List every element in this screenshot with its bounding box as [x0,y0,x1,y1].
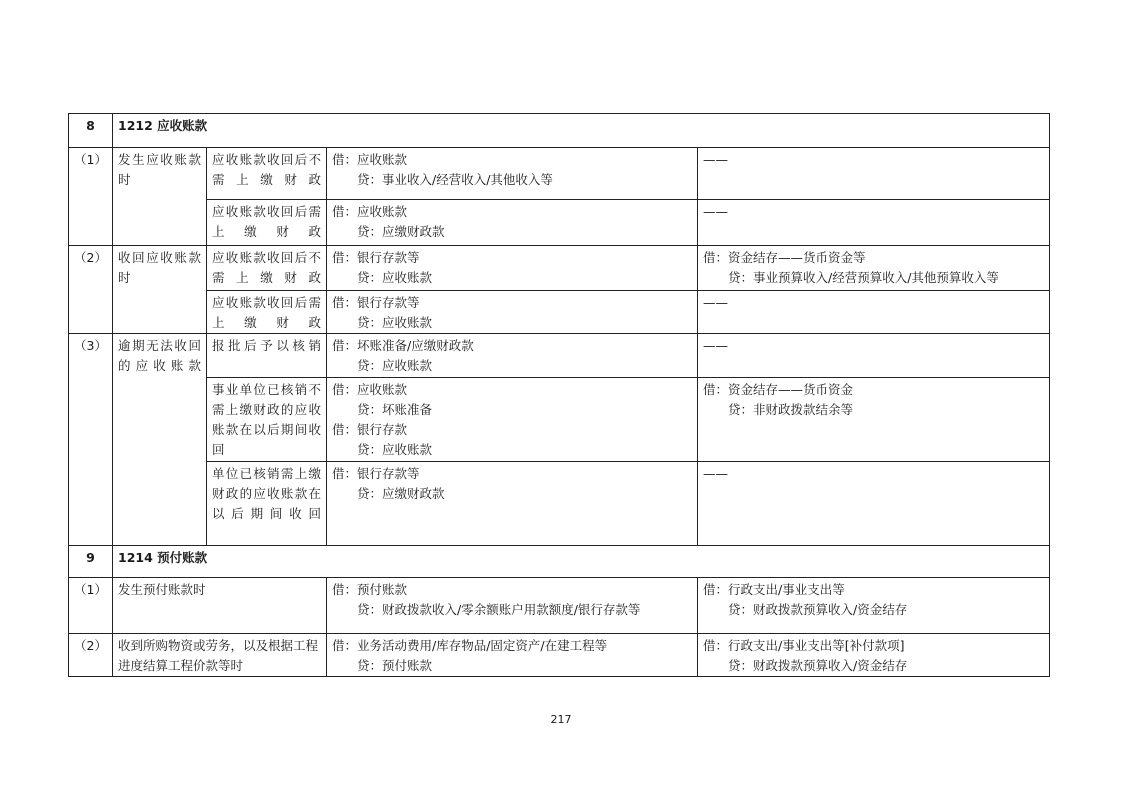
table-row [69,634,1050,677]
table-row [69,334,1050,378]
case-description: 单位已核销需上缴财政的应收账款在以后期间收回 [207,462,327,546]
financial-accounting-entry: 借：银行存款等 贷：应缴财政款 [327,462,698,546]
budget-accounting-entry: —— [698,334,1050,378]
section-header-row [69,546,1050,578]
section-title: 1214 预付账款 [113,546,1050,578]
case-description: 事业单位已核销不需上缴财政的应收账款在以后期间收回 [207,378,327,462]
budget-accounting-entry: 借：资金结存——货币资金 贷：非财政拨款结余等 [698,378,1050,462]
table-row [69,378,1050,462]
financial-accounting-entry: 借：应收账款 贷：坏账准备 借：银行存款 贷：应收账款 [327,378,698,462]
table-row [69,246,1050,291]
table-row [69,148,1050,200]
event-cell: 收到所购物资或劳务，以及根据工程进度结算工程价款等时 [113,634,327,677]
item-number: （1） [69,578,113,634]
financial-accounting-entry: 借：应收账款 贷：事业收入/经营收入/其他收入等 [327,148,698,200]
accounting-entries-table [68,113,1050,677]
table-row [69,200,1050,246]
case-description: 应收账款收回后需上缴财政 [207,291,327,334]
item-number: （3） [69,334,113,546]
case-description: 应收账款收回后不需上缴财政 [207,246,327,291]
section-title: 1212 应收账款 [113,114,1050,148]
section-header-row [69,114,1050,148]
financial-accounting-entry: 借：坏账准备/应缴财政款 贷：应收账款 [327,334,698,378]
event-cell: 收回应收账款时 [113,246,207,334]
item-number: （2） [69,246,113,334]
case-description: 报批后予以核销 [207,334,327,378]
case-description: 应收账款收回后需上缴财政 [207,200,327,246]
financial-accounting-entry: 借：预付账款 贷：财政拨款收入/零余额账户用款额度/银行存款等 [327,578,698,634]
event-cell: 发生预付账款时 [113,578,327,634]
budget-accounting-entry: 借：行政支出/事业支出等[补付款项] 贷：财政拨款预算收入/资金结存 [698,634,1050,677]
section-number: 9 [69,546,113,578]
budget-accounting-entry: —— [698,148,1050,200]
item-number: （1） [69,148,113,246]
financial-accounting-entry: 借：应收账款 贷：应缴财政款 [327,200,698,246]
case-description: 应收账款收回后不需上缴财政 [207,148,327,200]
event-cell: 逾期无法收回的应收账款 [113,334,207,546]
table-row [69,462,1050,546]
table-row [69,291,1050,334]
table-row [69,578,1050,634]
page-number: 217 [550,713,572,726]
financial-accounting-entry: 借：银行存款等 贷：应收账款 [327,246,698,291]
section-number: 8 [69,114,113,148]
financial-accounting-entry: 借：业务活动费用/库存物品/固定资产/在建工程等 贷：预付账款 [327,634,698,677]
item-number: （2） [69,634,113,677]
budget-accounting-entry: —— [698,291,1050,334]
budget-accounting-entry: 借：资金结存——货币资金等 贷：事业预算收入/经营预算收入/其他预算收入等 [698,246,1050,291]
budget-accounting-entry: —— [698,462,1050,546]
budget-accounting-entry: —— [698,200,1050,246]
budget-accounting-entry: 借：行政支出/事业支出等 贷：财政拨款预算收入/资金结存 [698,578,1050,634]
event-cell: 发生应收账款时 [113,148,207,246]
financial-accounting-entry: 借：银行存款等 贷：应收账款 [327,291,698,334]
